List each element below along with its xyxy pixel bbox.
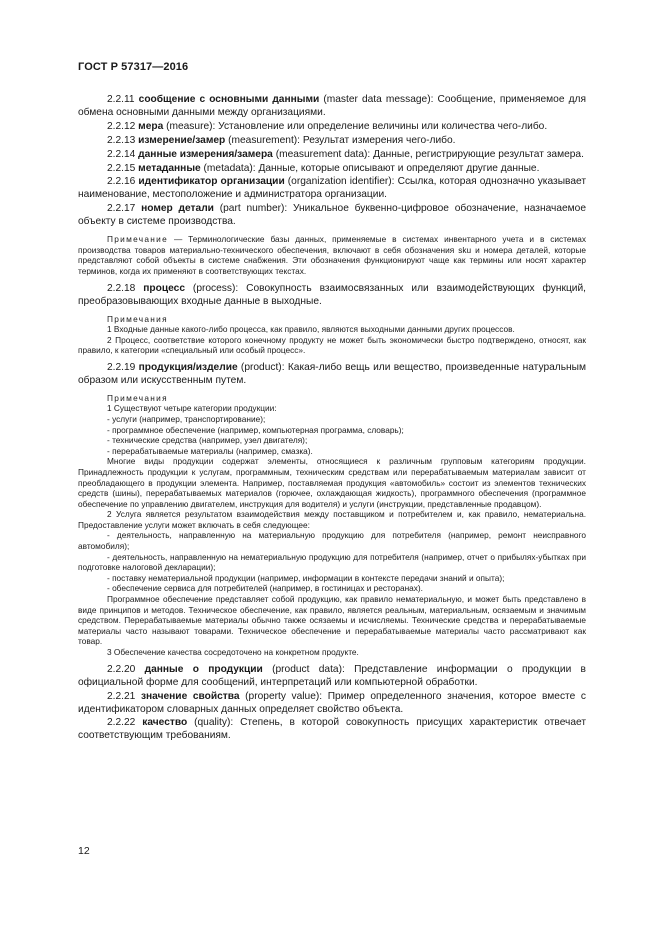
- term-name: значение свойства: [140, 690, 240, 702]
- term-entry: [78, 175, 586, 201]
- term-name: измерение/замер: [138, 134, 226, 146]
- notes-heading: Примечания: [107, 392, 168, 403]
- note-line: 3 Обеспечение качества сосредоточено на конкретном продукте.: [107, 647, 359, 658]
- term-number: 2.2.16: [107, 176, 136, 188]
- term-number: 2.2.21: [107, 690, 136, 702]
- note-line: - услуги (например, транспортирование);: [107, 413, 266, 424]
- document-header: ГОСТ Р 57317—2016: [78, 61, 189, 73]
- term-number: 2.2.22: [107, 717, 136, 729]
- note-line: - технические средства (например, узел двигателя);: [107, 435, 308, 446]
- term-name: качество: [142, 717, 188, 729]
- note-line: 1 Существуют четыре категории продукции:: [107, 403, 277, 414]
- term-number: 2.2.18: [107, 282, 136, 294]
- term-definition: (measure): Установление или определение величины или количества чего-либо.: [163, 120, 548, 132]
- term-name: данные измерения/замера: [138, 148, 273, 160]
- note-line: - деятельность, направленную на материальную продукцию для потребителя (например, ремонт неисправного автомобиля);: [78, 530, 586, 552]
- term-definition: (property value): Пример определенного значения, которое вместе с идентификатором словарных данных определяет свойство объекта.: [78, 690, 586, 715]
- term-definition: (quality): Степень, в которой совокупность присущих характеристик отвечает соответствующим требованиям.: [78, 717, 586, 742]
- term-entry: [78, 716, 586, 742]
- term-name: мера: [138, 120, 164, 132]
- note-text: — Терминологические базы данных, применяемые в системах инвентарного учета и в системах производства товаров материально-технического обеспечения, включают в себя обозначения sku и номера деталей, которые представляют собой объекты в системе снабжения. Эти обозначения функционируют чаще как термины или носят характер терминов, когда их применяют в соответствующих текстах.: [78, 234, 586, 277]
- term-name: данные о продукции: [144, 663, 263, 675]
- term-number: 2.2.19: [107, 361, 136, 373]
- term-definition: (master data message): Сообщение, применяемое для обмена основными данными между организациями.: [78, 94, 586, 118]
- note-line: - программное обеспечение (например, компьютерная программа, словарь);: [107, 424, 404, 435]
- term-number: 2.2.17: [107, 203, 136, 215]
- note-line: - обеспечение сервиса для потребителей (например, в гостиницах и ресторанах).: [107, 583, 423, 594]
- page-number: 12: [78, 845, 90, 857]
- note-line: Многие виды продукции содержат элементы, относящиеся к различным групповым категориям продукции. Принадлежность продукции к услугам, программным, техническим средствам или перерабатываемым материалам зависит от преобладающего в продукции элемента. Например, поставляемая продукция «автомобиль» состоит из элементов технических средств (шины), перерабатываемых материалов (горючее, охлаждающая жидкость), программного обеспечения (программное обеспечение по управлению двигателем, инструкция для водителя) и услуги (инструкции, представленные продавцом).: [78, 456, 586, 509]
- term-definition: (product): Какая-либо вещь или вещество, произведенные натуральным образом или искусственным путем.: [78, 361, 586, 386]
- term-name: метаданные: [138, 162, 201, 174]
- term-definition: (metadata): Данные, которые описывают и определяют другие данные.: [200, 162, 540, 174]
- note-line: - деятельность, направленную на нематериальную продукцию для потребителя (например, отчет о прибылях-убытках при подготовке налоговой декларации);: [78, 551, 586, 573]
- term-entry: [78, 162, 586, 175]
- note-line: Программное обеспечение представляет собой продукцию, как правило нематериальную, и может быть представлено в виде принципов и методов. Техническое обеспечение, как правило, является реальным, материальным, осязаемым и значимым средством. Перерабатываемые материалы обычно также осязаемы и исчисляемы. Технические средства и перерабатываемые материалы часто называют товарами. Техническое обеспечение и перерабатываемые материалы часто рассматривают как товар.: [78, 594, 586, 647]
- note-line: - поставку нематериальной продукции (например, информации в контексте передачи знаний и опыта);: [107, 572, 505, 583]
- term-entry: [78, 690, 586, 716]
- term-number: 2.2.15: [107, 162, 136, 174]
- term-name: номер детали: [141, 203, 214, 215]
- term-entry: [78, 134, 586, 147]
- term-definition: (measurement data): Данные, регистрирующие результат замера.: [272, 148, 584, 160]
- term-number: 2.2.11: [107, 94, 135, 105]
- note-line: 1 Входные данные какого-либо процесса, как правило, являются выходными данными других процессов.: [107, 324, 515, 335]
- note: [78, 234, 586, 276]
- term-entry: [78, 120, 586, 133]
- term-entry: [78, 93, 586, 119]
- term-entry: [78, 202, 586, 228]
- note-label: Примечание: [107, 234, 169, 245]
- term-definition: (organization identifier): Ссылка, которая однозначно указывает наименование, местоположение и администратора организации.: [78, 176, 586, 201]
- term-number: 2.2.20: [107, 663, 136, 675]
- term-definition: (part number): Уникальное буквенно-цифровое обозначение, назначаемое объекту в системе производства.: [78, 203, 586, 228]
- term-name: сообщение с основными данными: [138, 94, 320, 105]
- term-definition: (process): Совокупность взаимосвязанных или взаимодействующих функций, преобразовывающих входные данные в выходные.: [78, 282, 586, 307]
- term-entry: [78, 361, 586, 387]
- note-line: 2 Услуга является результатом взаимодействия между поставщиком и потребителем и, как правило, нематериальна. Предоставление услуги может включать в себя следующее:: [78, 509, 586, 530]
- term-name: процесс: [143, 282, 185, 294]
- term-entry: [78, 148, 586, 161]
- note-line: 2 Процесс, соответствие которого конечному продукту не может быть экономически быстро подтверждено, относят, как правило, к категории «специальный или особый процесс».: [78, 334, 586, 356]
- term-entry: [78, 282, 586, 308]
- term-name: идентификатор организации: [138, 176, 285, 188]
- term-definition: (product data): Представление информации о продукции в официальной форме для сообщений, интерпретаций или компьютерной обработки.: [78, 663, 586, 688]
- term-name: продукция/изделие: [138, 361, 238, 373]
- term-number: 2.2.13: [107, 134, 136, 146]
- term-entry: [78, 663, 586, 689]
- term-definition: (measurement): Результат измерения чего-либо.: [225, 134, 456, 146]
- term-number: 2.2.14: [107, 148, 136, 160]
- document-body: [78, 93, 586, 743]
- term-number: 2.2.12: [107, 120, 136, 132]
- notes-heading: Примечания: [107, 313, 168, 324]
- note-line: - перерабатываемые материалы (например, смазка).: [107, 445, 313, 456]
